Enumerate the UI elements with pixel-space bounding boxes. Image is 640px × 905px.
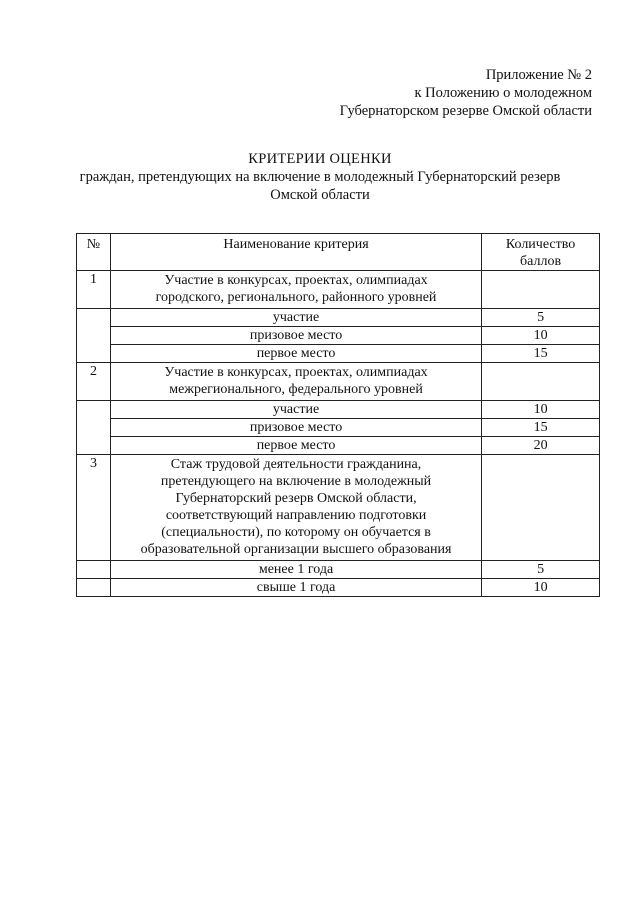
sub-criterion-row [77, 327, 600, 345]
sub-criterion-label: призовое место [110, 327, 481, 345]
criterion-name-line: городского, регионального, районного уровней [155, 290, 437, 305]
sub-criterion-label: участие [110, 401, 481, 419]
sub-criterion-label: первое место [110, 345, 481, 363]
criterion-name [110, 363, 481, 401]
header-number: № [77, 234, 111, 271]
criterion-number: 2 [77, 363, 111, 401]
table-header-row [77, 234, 600, 271]
sub-criterion-label: первое место [110, 437, 481, 455]
sub-criterion-points: 10 [482, 579, 600, 597]
sub-criterion-label: призовое место [110, 419, 481, 437]
sub-criterion-row [77, 309, 600, 327]
criterion-name-line: (специальности), по которому он обучается в [161, 525, 431, 540]
criterion-number: 1 [77, 271, 111, 309]
criterion-name-line: претендующего на включение в молодежный [160, 474, 432, 489]
sub-criterion-row [77, 579, 600, 597]
sub-number-empty [77, 401, 111, 455]
appendix-line-3: Губернаторском резерве Омской области [339, 103, 592, 119]
criterion-name-line: межрегионального, федерального уровней [169, 382, 423, 397]
sub-criterion-points: 15 [482, 345, 600, 363]
criterion-name [110, 271, 481, 309]
criterion-row [77, 363, 600, 401]
sub-criterion-points: 5 [482, 309, 600, 327]
document-subtitle-line-1: граждан, претендующих на включение в молодежный Губернаторский резерв [79, 169, 561, 185]
sub-criterion-points: 20 [482, 437, 600, 455]
appendix-line-1: Приложение № 2 [485, 67, 592, 83]
criterion-row [77, 271, 600, 309]
header-points-line-1: Количество [505, 237, 576, 252]
document-title: КРИТЕРИИ ОЦЕНКИ [248, 151, 392, 167]
sub-criterion-points: 10 [482, 401, 600, 419]
criteria-table [76, 233, 600, 597]
sub-criterion-points: 15 [482, 419, 600, 437]
criterion-name-line: Участие в конкурсах, проектах, олимпиадах [164, 365, 428, 380]
criterion-number: 3 [77, 455, 111, 561]
sub-criterion-label: участие [110, 309, 481, 327]
criterion-name [110, 455, 481, 561]
appendix-line-2: к Положению о молодежном [414, 85, 592, 101]
criterion-name-line: соответствующий направлению подготовки [165, 508, 427, 523]
appendix-header [340, 66, 592, 120]
sub-criterion-row [77, 561, 600, 579]
sub-criterion-points: 5 [482, 561, 600, 579]
sub-criterion-label: свыше 1 года [110, 579, 481, 597]
sub-criterion-row [77, 401, 600, 419]
document-heading [0, 150, 640, 204]
criterion-points-empty [482, 455, 600, 561]
criterion-name-line: Губернаторский резерв Омской области, [175, 491, 417, 506]
sub-number-empty [77, 579, 111, 597]
criterion-row [77, 455, 600, 561]
document-subtitle-line-2: Омской области [270, 187, 370, 203]
sub-criterion-row [77, 345, 600, 363]
criterion-name-line: Участие в конкурсах, проектах, олимпиадах [164, 273, 428, 288]
sub-number-empty [77, 561, 111, 579]
criterion-name-line: Стаж трудовой деятельности гражданина, [170, 457, 422, 472]
criterion-points-empty [482, 363, 600, 401]
sub-criterion-row [77, 437, 600, 455]
sub-criterion-row [77, 419, 600, 437]
criterion-points-empty [482, 271, 600, 309]
header-points [482, 234, 600, 271]
sub-criterion-label: менее 1 года [110, 561, 481, 579]
header-points-line-2: баллов [520, 254, 562, 269]
header-criterion-name: Наименование критерия [110, 234, 481, 271]
criterion-name-line: образовательной организации высшего образования [140, 542, 452, 557]
sub-criterion-points: 10 [482, 327, 600, 345]
sub-number-empty [77, 309, 111, 363]
